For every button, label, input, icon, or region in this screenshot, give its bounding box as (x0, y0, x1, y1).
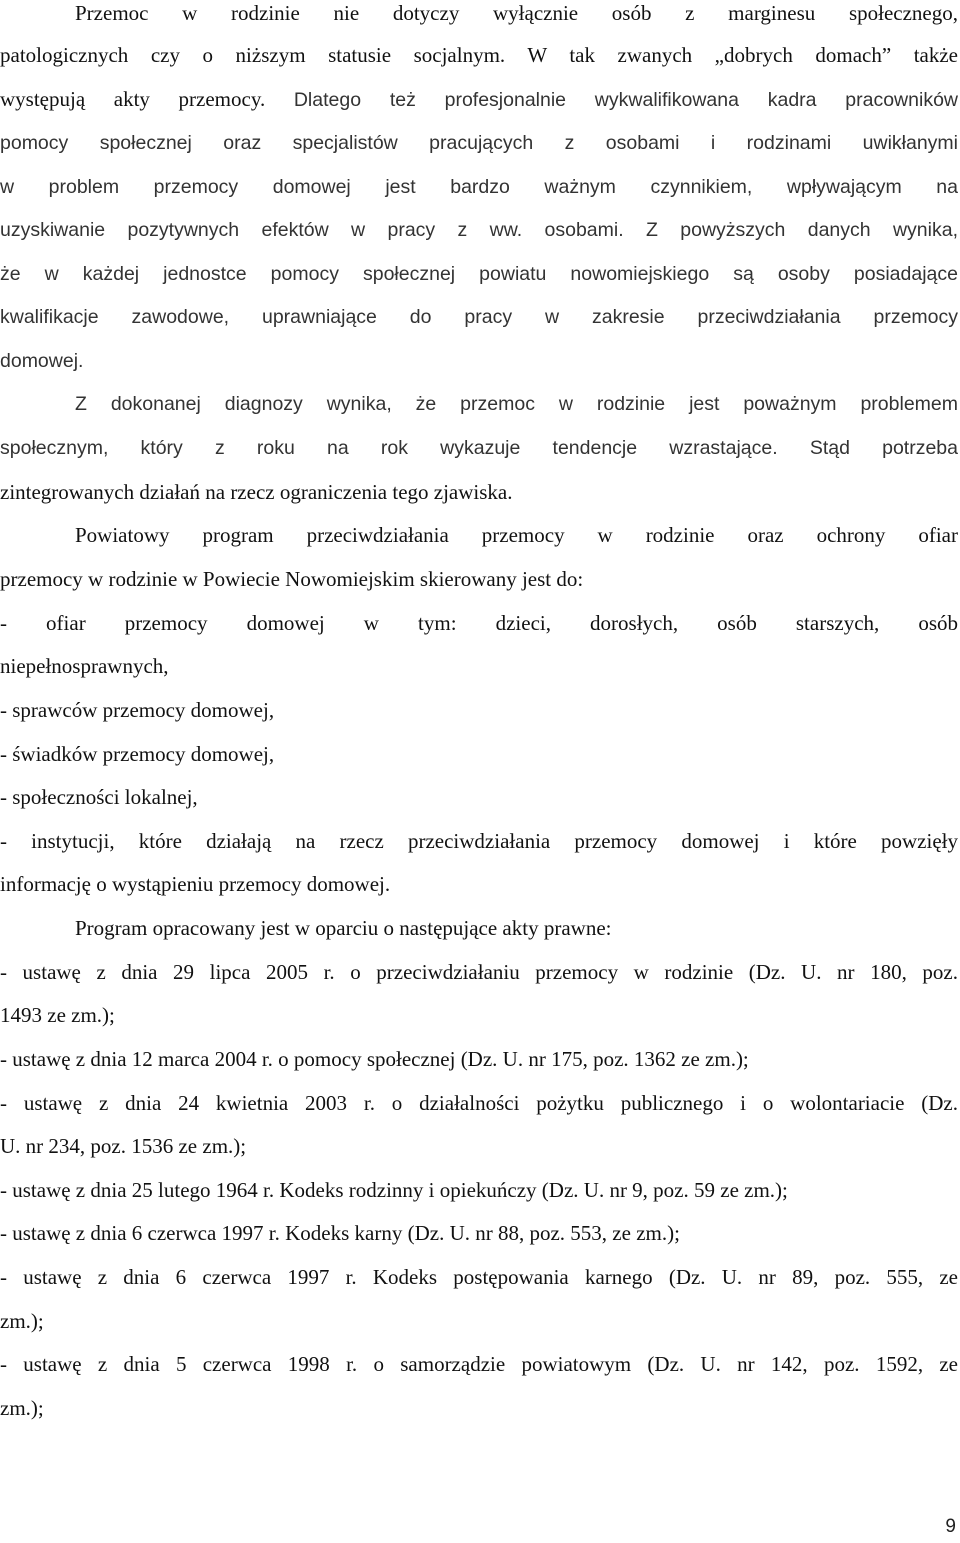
legal-act-item: - ustawę z dnia 12 marca 2004 r. o pomocy społecznej (Dz. U. nr 175, poz. 1362 ze zm.); (0, 1047, 749, 1071)
legal-act-item: - ustawę z dnia 5 czerwca 1998 r. o samorządzie powiatowym (Dz. U. nr 142, poz. 1592, ze (0, 1352, 958, 1376)
paragraph-line: Program opracowany jest w oparciu o następujące akty prawne: (75, 916, 612, 940)
text-run: występują akty przemocy. (0, 87, 294, 111)
legal-act-item-continuation: zm.); (0, 1396, 44, 1420)
paragraph-line: domowej. (0, 350, 84, 372)
legal-act-item: - ustawę z dnia 25 lutego 1964 r. Kodeks rodzinny i opiekuńczy (Dz. U. nr 9, poz. 59 ze zm.); (0, 1178, 788, 1202)
page-number: 9 (945, 1516, 956, 1537)
paragraph-line: patologicznych czy o niższym statusie socjalnym. W tak zwanych „dobrych domach” także (0, 43, 958, 67)
paragraph-line: Przemoc w rodzinie nie dotyczy wyłącznie osób z marginesu społecznego, (75, 1, 958, 25)
paragraph-line: Powiatowy program przeciwdziałania przemocy w rodzinie oraz ochrony ofiar (75, 523, 958, 547)
paragraph-line: przemocy w rodzinie w Powiecie Nowomiejskim skierowany jest do: (0, 567, 584, 591)
list-item: - społeczności lokalnej, (0, 785, 198, 809)
paragraph-line: w problem przemocy domowej jest bardzo ważnym czynnikiem, wpływającym na (0, 176, 958, 198)
legal-act-item: - ustawę z dnia 29 lipca 2005 r. o przeciwdziałaniu przemocy w rodzinie (Dz. U. nr 180, poz. (0, 960, 958, 984)
list-item-continuation: niepełnosprawnych, (0, 654, 169, 678)
list-item-continuation: informację o wystąpieniu przemocy domowej. (0, 872, 391, 896)
paragraph-line: zintegrowanych działań na rzecz ograniczenia tego zjawiska. (0, 480, 513, 504)
paragraph-line: społecznym, który z roku na rok wykazuje tendencje wzrastające. Stąd potrzeba (0, 437, 958, 459)
legal-act-item-continuation: 1493 ze zm.); (0, 1003, 115, 1027)
legal-act-item-continuation: zm.); (0, 1309, 44, 1333)
legal-act-item: - ustawę z dnia 6 czerwca 1997 r. Kodeks postępowania karnego (Dz. U. nr 89, poz. 555, ze (0, 1265, 958, 1289)
paragraph-line: pomocy społecznej oraz specjalistów pracujących z osobami i rodzinami uwikłanymi (0, 132, 958, 154)
paragraph-line: uzyskiwanie pozytywnych efektów w pracy z ww. osobami. Z powyższych danych wynika, (0, 219, 958, 241)
list-item: - sprawców przemocy domowej, (0, 698, 275, 722)
legal-act-item-continuation: U. nr 234, poz. 1536 ze zm.); (0, 1134, 247, 1158)
legal-act-item: - ustawę z dnia 24 kwietnia 2003 r. o działalności pożytku publicznego i o wolontariacie (Dz. (0, 1091, 958, 1115)
paragraph-line (0, 84, 958, 114)
paragraph-line: Z dokonanej diagnozy wynika, że przemoc w rodzinie jest poważnym problemem (75, 393, 958, 415)
list-item: - świadków przemocy domowej, (0, 742, 275, 766)
legal-act-item: - ustawę z dnia 6 czerwca 1997 r. Kodeks karny (Dz. U. nr 88, poz. 553, ze zm.); (0, 1221, 680, 1245)
text-run: Dlatego też profesjonalnie wykwalifikowana kadra pracowników (293, 89, 958, 111)
list-item: - instytucji, które działają na rzecz przeciwdziałania przemocy domowej i które powzięły (0, 829, 958, 853)
paragraph-line: że w każdej jednostce pomocy społecznej powiatu nowomiejskiego są osoby posiadające (0, 263, 958, 285)
list-item: - ofiar przemocy domowej w tym: dzieci, dorosłych, osób starszych, osób (0, 611, 958, 635)
paragraph-line: kwalifikacje zawodowe, uprawniające do pracy w zakresie przeciwdziałania przemocy (0, 306, 958, 328)
